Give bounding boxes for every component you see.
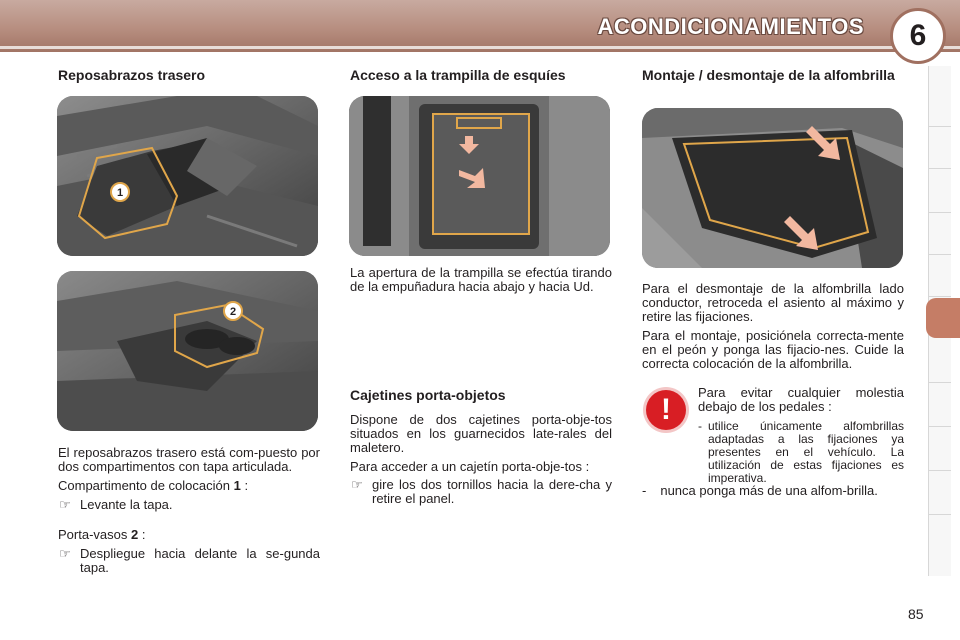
chapter-number-badge: 6 [890, 8, 946, 64]
cupholder-line: Porta-vasos 2 : [58, 527, 146, 542]
hand-pointer-icon: ☞ [59, 497, 71, 512]
callout-2: 2 [229, 306, 237, 318]
bullet-unfold-lid: ☞ Despliegue hacia delante la se-gunda tapa. [59, 546, 320, 575]
warning-item-single-mat: - nunca ponga más de una alfom-brilla. [642, 483, 878, 498]
storage-boxes-access: Para acceder a un cajetín porta-obje-tos : [350, 459, 590, 474]
compartment-line: Compartimento de colocación 1 : [58, 478, 249, 493]
section-title-ski-flap: Acceso a la trampilla de esquíes [350, 67, 566, 83]
hand-pointer-icon: ☞ [59, 546, 71, 561]
ski-flap-description: La apertura de la trampilla se efectúa tirando de la empuñadura hacia abajo y hacia Ud. [350, 265, 612, 294]
storage-boxes-description: Dispone de dos cajetines porta-obje-tos situados en los guarnecidos late-rales del maletero. [350, 412, 612, 455]
chapter-title: ACONDICIONAMIENTOS [597, 14, 864, 39]
bullet-lift-lid: ☞ Levante la tapa. [59, 497, 173, 512]
section-title-floor-mat: Montaje / desmontaje de la alfombrilla [642, 67, 895, 83]
warning-icon: ! [646, 390, 686, 430]
warning-item-adapted-mats: - utilice únicamente alfombrillas adaptadas a las fijaciones ya presentes en el vehículo. La utilización de estas fijaciones es imperativa. [698, 419, 904, 485]
floor-mat-photo [642, 108, 903, 268]
page-number: 85 [908, 606, 924, 622]
armrest-description: El reposabrazos trasero está com-puesto por dos compartimentos con tapa articulada. [58, 445, 320, 474]
callout-1: 1 [116, 187, 124, 199]
warning-intro: Para evitar cualquier molestia debajo de los pedales : [698, 385, 904, 414]
armrest-cupholder-photo [57, 271, 318, 431]
cupholder-number: 2 [131, 527, 139, 542]
armrest-compartment-photo [57, 96, 318, 256]
hand-pointer-icon: ☞ [351, 477, 363, 492]
header-divider [0, 46, 960, 49]
floor-mat-fitting: Para el montaje, posiciónela correcta-mente en el peón y ponga las fijacio-nes. Cuide la correcta colocación de la alfombrilla. [642, 328, 904, 371]
bullet-turn-screws: ☞ gire los dos tornillos hacia la dere-cha y retire el panel. [351, 477, 612, 506]
ski-flap-photo [349, 96, 610, 256]
active-chapter-tab[interactable] [926, 298, 960, 338]
floor-mat-removal: Para el desmontaje de la alfombrilla lado conductor, retroceda el asiento al máximo y retire las fijaciones. [642, 281, 904, 324]
compartment-number: 1 [233, 478, 241, 493]
section-title-storage-boxes: Cajetines porta-objetos [350, 387, 506, 403]
section-title-rear-armrest: Reposabrazos trasero [58, 67, 206, 83]
